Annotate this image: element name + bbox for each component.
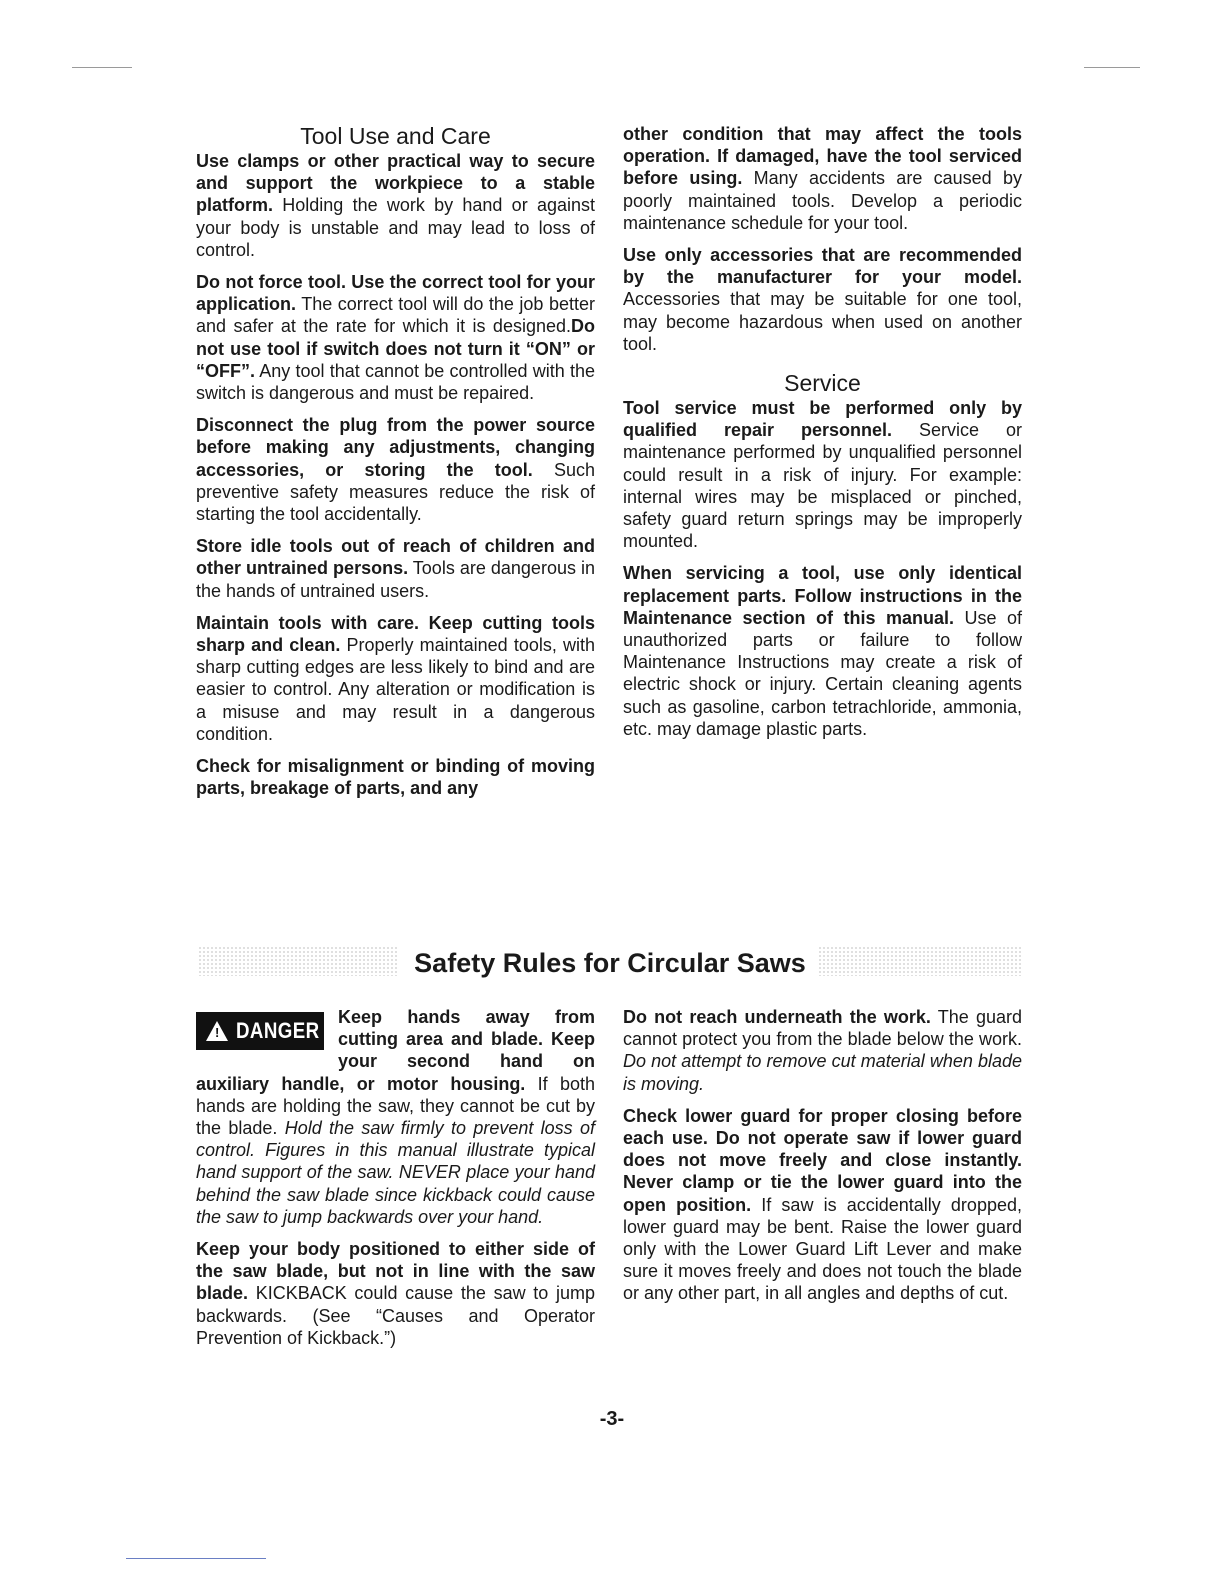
saw-right-column: [623, 1006, 1022, 1315]
paragraph: Keep your body positioned to either side of the saw blade, but not in line with the saw blade. KICKBACK could cause the saw to jump backwards. (See “Causes and Operator Prevention of Kickback.”): [196, 1239, 595, 1348]
top-left-rule: [72, 67, 132, 68]
paragraph: When servicing a tool, use only identical replacement parts. Follow instructions in the Maintenance section of this manual. Use of unauthorized parts or failure to follow Maintenance Instructions may create a risk of electric shock or injury. Certain cleaning agents such as gasoline, carbon tetrachloride, ammonia, etc. may damage plastic parts.: [623, 563, 1022, 739]
paragraph: Do not force tool. Use the correct tool for your application. The correct tool will do the job better and safer at the rate for which it is designed.Do not use tool if switch does not turn it “ON” or “OFF”. Any tool that cannot be controlled with the switch is dangerous and must be repaired.: [196, 272, 595, 404]
paragraph: Store idle tools out of reach of children and other untrained persons. Tools are dangerous in the hands of untrained users.: [196, 536, 596, 601]
left-column: [196, 122, 595, 809]
top-right-rule: [1084, 67, 1140, 68]
paragraph: Use only accessories that are recommended by the manufacturer for your model. Accessories that may be suitable for one tool, may become hazardous when used on another tool.: [623, 245, 1022, 354]
paragraph: other condition that may affect the tools operation. If damaged, have the tool serviced before using. Many accidents are caused by poorly maintained tools. Develop a periodic maintenance schedule for your tool.: [623, 124, 1022, 233]
paragraph: Check for misalignment or binding of moving parts, breakage of parts, and any: [196, 756, 595, 799]
saw-left-column: [196, 1006, 595, 1359]
paragraph: Tool service must be performed only by qualified repair personnel. Service or maintenance performed by unqualified personnel could result in a risk of injury. For example: internal wires may be misplaced or pinched, safety guard return springs may be improperly mounted.: [623, 398, 1022, 552]
paragraph: ! DANGER Keep hands away from cutting area and blade. Keep your second hand on auxiliary handle, or motor housing. If both hands are holding the saw, they cannot be cut by the blade. Hold the saw firmly to prevent loss of control. Figures in this manual illustrate typical hand support of the saw. NEVER place your hand behind the saw blade since kickback could cause the saw to jump backwards over your hand.: [196, 1007, 595, 1227]
section-heading-service: Service: [784, 370, 861, 397]
right-column: [623, 123, 1022, 750]
paragraph: Maintain tools with care. Keep cutting tools sharp and clean. Properly maintained tools, with sharp cutting edges are less likely to bind and are easier to control. Any alteration or modification is a misuse and may result in a dangerous condition.: [196, 612, 595, 744]
section-banner: [198, 940, 1022, 982]
section-heading-tool-use: Tool Use and Care: [300, 123, 491, 149]
bottom-left-rule: [126, 1558, 266, 1559]
danger-label: ! DANGER: [196, 1012, 324, 1050]
paragraph: Do not reach underneath the work. The guard cannot protect you from the blade below the work. Do not attempt to remove cut material when blade is moving.: [623, 1007, 1022, 1094]
paragraph: Use clamps or other practical way to secure and support the workpiece to a stable platform. Holding the work by hand or against your body is unstable and may lead to loss of control.: [196, 151, 595, 260]
page-number: -3-: [599, 1408, 625, 1430]
paragraph: Disconnect the plug from the power source before making any adjustments, changing accessories, or storing the tool. Such preventive safety measures reduce the risk of starting the tool accidentally.: [196, 415, 596, 525]
paragraph: Check lower guard for proper closing before each use. Do not operate saw if lower guard does not move freely and close instantly. Never clamp or tie the lower guard into the open position. If saw is accidentally dropped, lower guard may be bent. Raise the lower guard only with the Lower Guard Lift Lever and make sure it moves freely and does not touch the blade or any other part, in all angles and depths of cut.: [623, 1105, 1022, 1304]
banner-title: Safety Rules for Circular Saws: [414, 948, 806, 978]
